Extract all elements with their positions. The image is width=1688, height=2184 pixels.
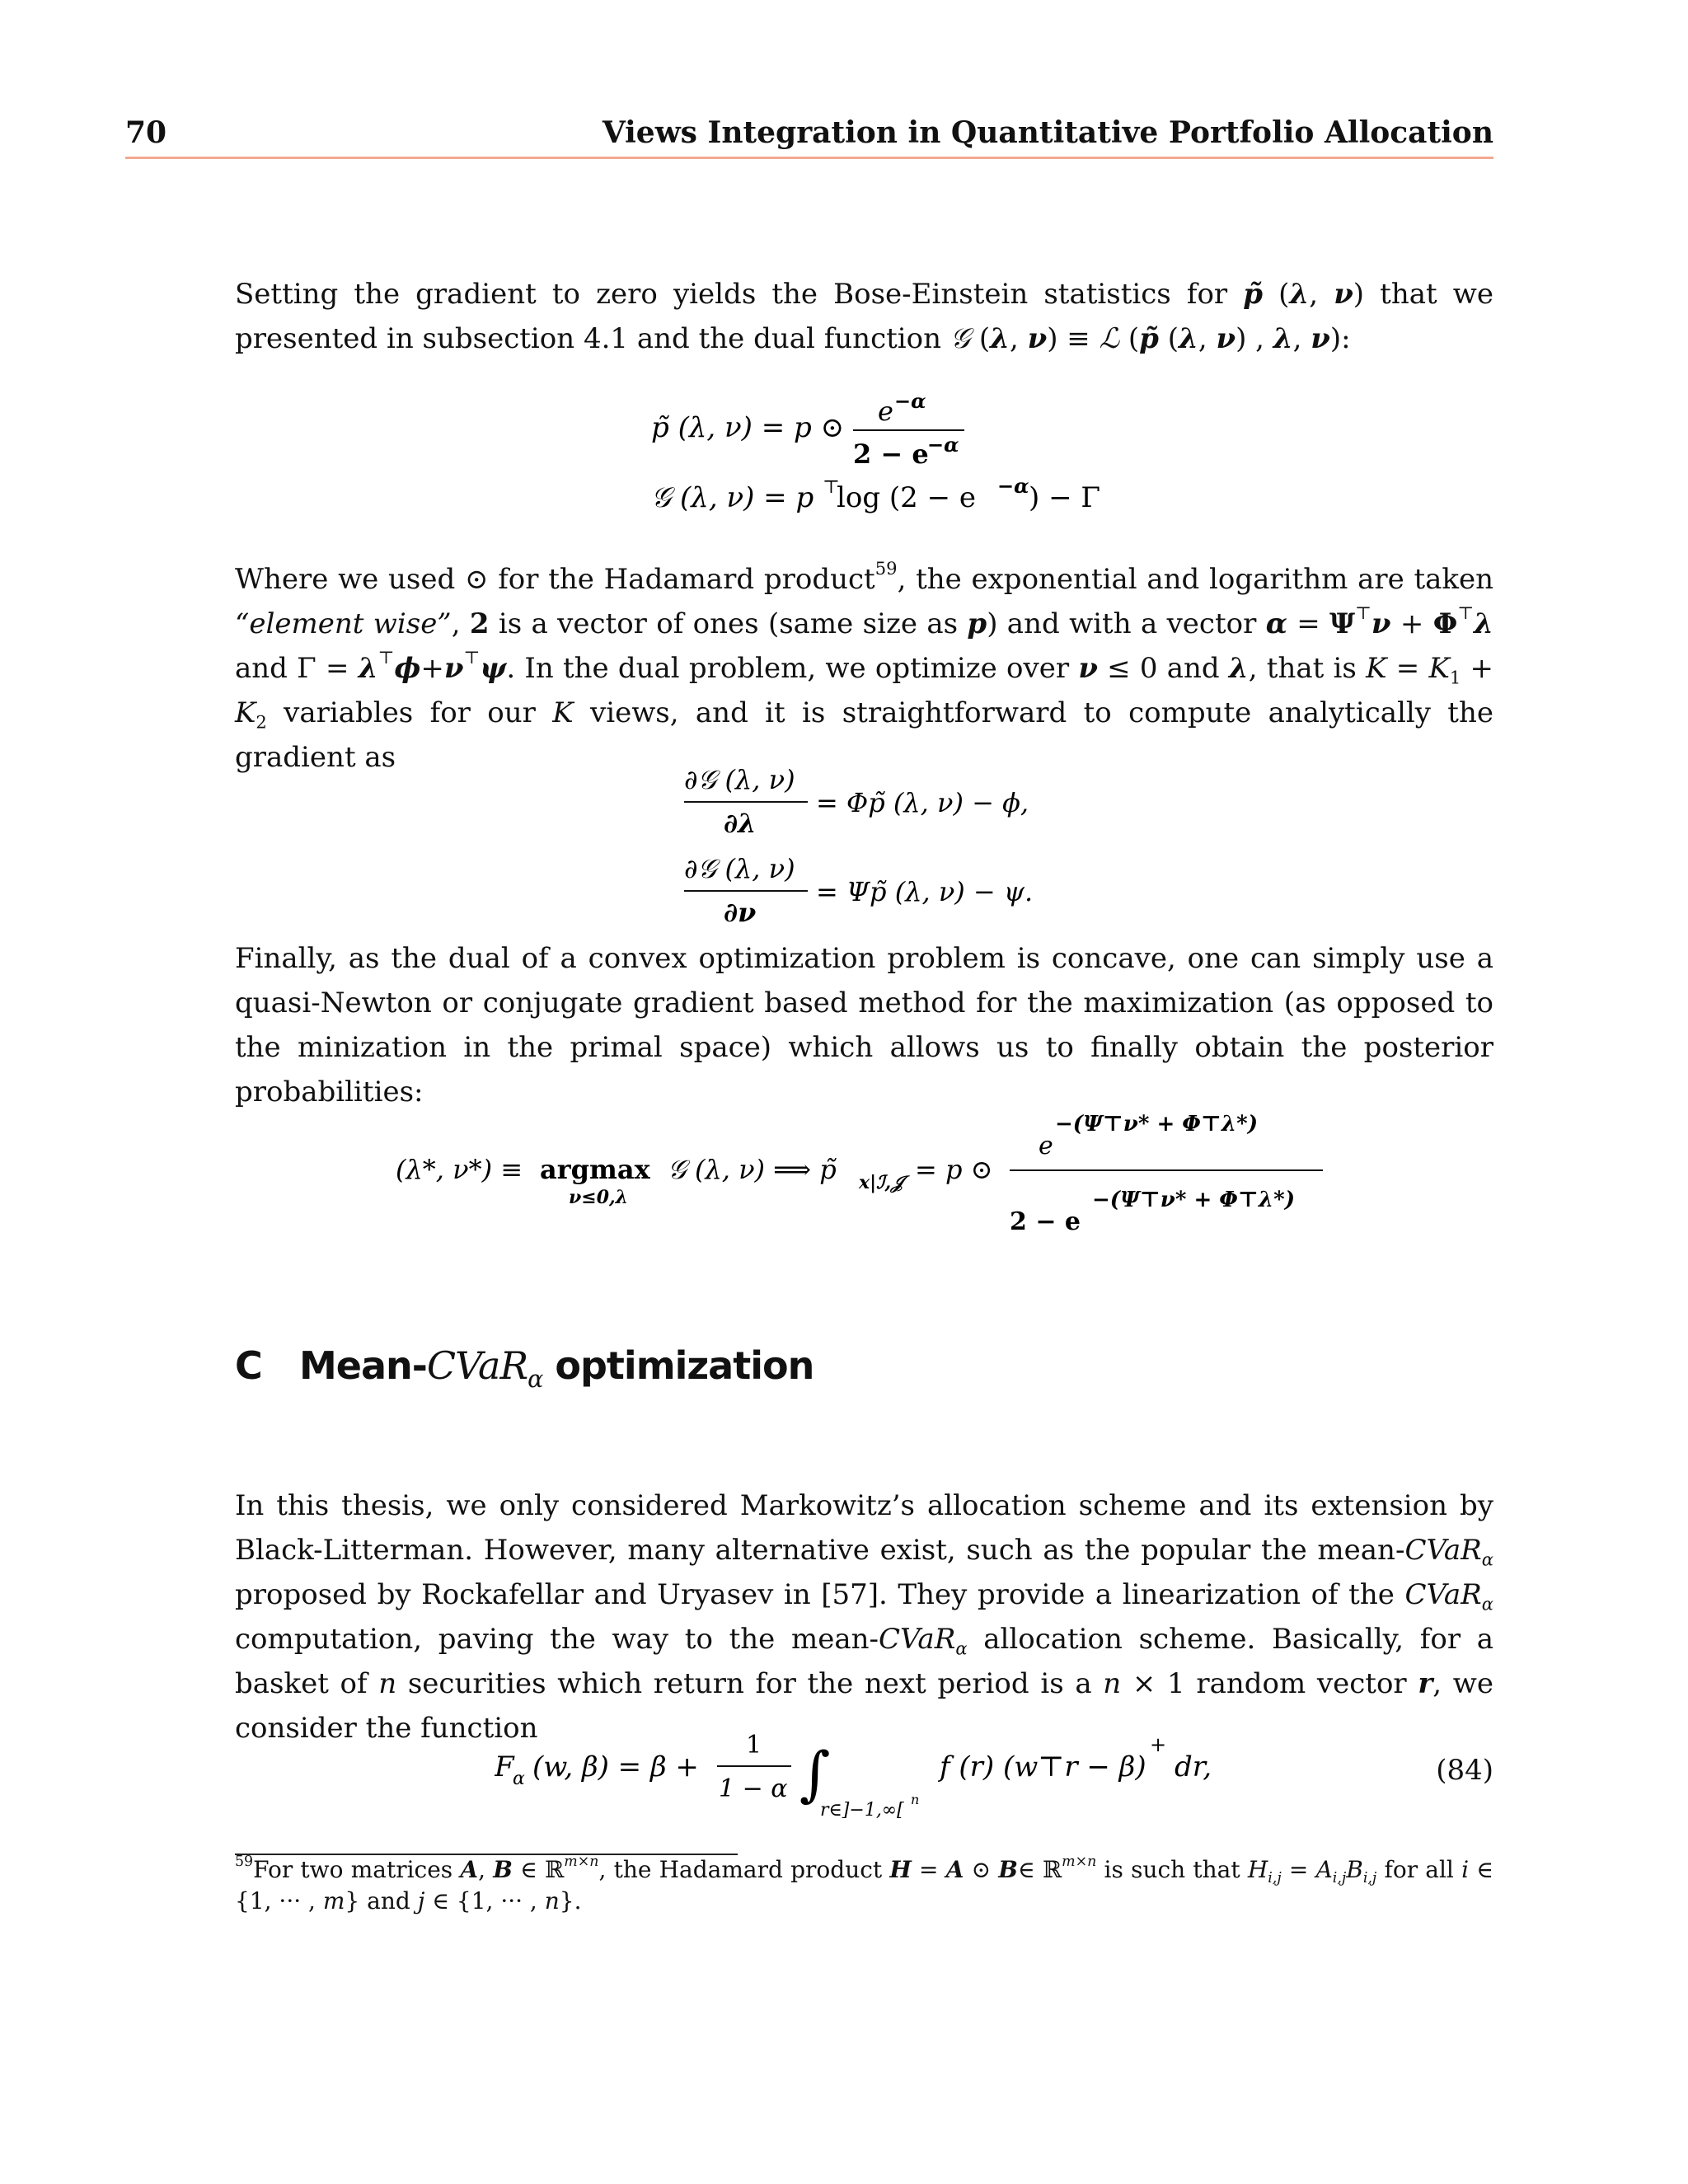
eq3-p-sub: x|ℐ,𝒥 [859, 1172, 904, 1193]
page-number: 70 [125, 115, 167, 150]
eq2-den2: ∂ν [724, 897, 757, 927]
eq2-rhs2: = Ψp̃ (λ, ν) − ψ. [816, 876, 1034, 907]
eq4-frac-den: 1 − α [719, 1774, 788, 1803]
equation-number: (84) [1436, 1754, 1493, 1787]
eq4-frac-num: 1 [746, 1731, 762, 1760]
svg-text:−α: −α [997, 474, 1029, 498]
eq3-argmax-sub: ν≤0,λ [569, 1187, 629, 1208]
eq1-den-exp: −α [927, 433, 959, 457]
eq3-lhs: (λ*, ν*) ≡ [396, 1154, 523, 1185]
eq4-integral-sub-exp: n [911, 1792, 920, 1807]
footnote-mark[interactable]: 59 [874, 558, 898, 579]
paragraph-intro: Setting the gradient to zero yields the Bose-Einstein statistics for p̃ (λ, ν) that we presented in subsection 4.1 and the dual function 𝒢 (λ, ν) ≡ ℒ (p̃ (λ, ν) , λ, ν): [235, 278, 1493, 355]
equation-gradient [676, 754, 1104, 927]
equation-posterior-probabilities [396, 1088, 1343, 1253]
paragraph-hadamard: Where we used ⊙ for the Hadamard product$^{59}$, the exponential and logarithm are taken “element wise”, 2 is a vector of ones (same size as p) and with a vector α = Ψ⊤ν + Φ⊤λ and Γ = λ⊤ϕ+ν⊤ψ. In the dual problem, we optimize over ν ≤ 0 and λ, that is $K = K_1 + K_2$ variables for our K views, and it is straightforward to compute analytically the gradient as [235, 558, 1494, 774]
eq4-body: f (r) (w⊤r − β) [940, 1750, 1146, 1783]
eq3-den: 2 − e [1010, 1207, 1081, 1236]
eq3-den-exp: −(Ψ⊤ν* + Φ⊤λ*) [1092, 1188, 1296, 1212]
eq4-lhs-sub: α [513, 1769, 525, 1789]
paragraph-quasi-newton: Finally, as the dual of a convex optimization problem is concave, one can simply use a quasi-Newton or conjugate gradient based method for the maximization (as opposed to the minization in the primal space) which allows us to finally obtain the posterior probabilities: [235, 942, 1493, 1108]
eq1-num: e [878, 396, 893, 427]
eq2-den1: ∂λ [724, 808, 757, 839]
eq3-eq-p: = p ⊙ [915, 1154, 993, 1185]
eq3-mid: 𝒢 (λ, ν) ⟹ p̃ [668, 1154, 837, 1185]
eq4-lhs: F [495, 1750, 514, 1783]
section-heading: C Mean-CVaR$_\alpha$ optimization [235, 1343, 814, 1393]
eq1-line2: 𝒢 (λ, ν) = p [651, 481, 814, 514]
integral-sign: ∫ [799, 1739, 831, 1808]
eq1-line2-end: ) − Γ [1029, 481, 1100, 514]
eq1-num-exp: −α [894, 389, 926, 413]
svg-text:⊤: ⊤ [823, 477, 840, 498]
eq4-dr: dr, [1175, 1750, 1212, 1783]
eq2-num2: ∂𝒢 (λ, ν) [684, 853, 795, 884]
eq1-line1-lhs: p̃ (λ, ν) = p ⊙ [651, 411, 845, 444]
eq4-integral-sub: r∈]−1,∞[ [820, 1800, 904, 1821]
equation-84 [495, 1718, 1286, 1834]
header-rule [125, 157, 1493, 159]
equation-posterior-dual [626, 379, 1137, 527]
eq3-argmax: argmax [540, 1154, 650, 1185]
eq4-lhs-args: (w, β) = β + [532, 1750, 699, 1783]
eq2-rhs1: = Φp̃ (λ, ν) − ϕ, [816, 787, 1029, 818]
running-title: Views Integration in Quantitative Portfolio Allocation [602, 115, 1493, 150]
eq2-num1: ∂𝒢 (λ, ν) [684, 764, 795, 795]
eq1-line2-rest: log (2 − e [837, 481, 977, 514]
eq3-num-e: e [1039, 1132, 1053, 1160]
paragraph-cvar: In this thesis, we only considered Markowitz’s allocation scheme and its extension by Black-Litterman. However, many alternative exist, such as the popular the mean-CVaR$_\alpha$ proposed by Rockafellar and Uryasev in [57]. They provide a linearization of the CVaR$_\alpha$ computation, paving the way to the mean-CVaR$_\alpha$ allocation scheme. Basically, for a basket of n securities which return for the next period is a n × 1 random vector r, we consider the function [235, 1489, 1494, 1745]
footnote-59: $^{59}$For two matrices A, B ∈ ℝ$^{m\times n}$, the Hadamard product H = A ⊙ B∈ ℝ$^{m\times n}$ is such that $H_{i,j} = A_{i,j}B_{i,j}$ for all i ∈ {1, ··· , m} and j ∈ {1, ··· , n}. [235, 1854, 1493, 1915]
eq3-num-exp: −(Ψ⊤ν* + Φ⊤λ*) [1055, 1112, 1259, 1137]
eq4-plus: + [1150, 1733, 1167, 1756]
eq1-den: 2 − e [853, 438, 929, 470]
